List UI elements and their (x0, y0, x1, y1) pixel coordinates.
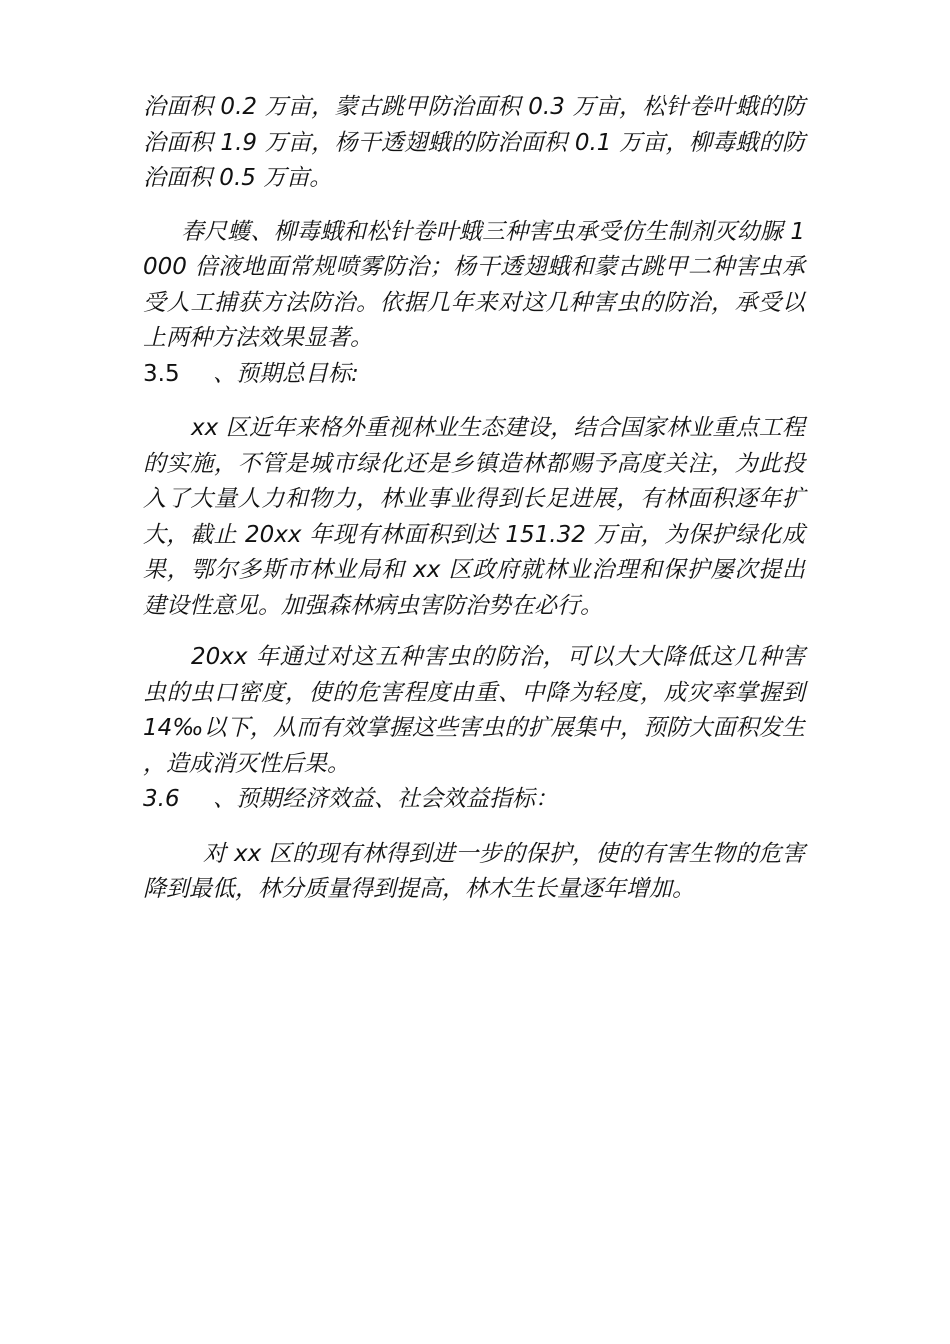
section-title: 、预期经济效益、社会效益指标： (213, 786, 558, 812)
paragraph-overall-goal: xx 区近年来格外重视林业生态建设，结合国家林业重点工程的实施，不管是城市绿化还是乡镇造林都赐予高度关注，为此投入了大量人力和物力，林业事业得到长足进展，有林面积逐年扩大，截止 20xx 年现有林面积到达 151.32 万亩，为保护绿化成果，鄂尔多斯市林业局和 xx 区政府就林业治理和保护屡次提出建设性意见。加强森林病虫害防治势在必行。 (143, 415, 805, 619)
paragraph-benefits: 对 xx 区的现有林得到进一步的保护，使的有害生物的危害降到最低，林分质量得到提高，林木生长量逐年增加。 (143, 840, 805, 902)
paragraph-expected-results: 20xx 年通过对这五种害虫的防治，可以大大降低这几种害虫的虫口密度，使的危害程度由重、中降为轻度，成灾率掌握到 14‰以下，从而有效掌握这些害虫的扩展集中，预防大面积发生，造成消灭性后果。 (143, 644, 805, 777)
document-body (143, 90, 805, 908)
section-number: 3.6 (143, 786, 180, 812)
section-title: 、预期总目标: (213, 360, 359, 387)
section-heading-3-5 (143, 357, 805, 393)
paragraph-control-methods: 春尺蠖、柳毒蛾和松针卷叶蛾三种害虫承受仿生制剂灭幼脲 1000 倍液地面常规喷雾防治；杨干透翅蛾和蒙古跳甲二种害虫承受人工捕获方法防治。依据几年来对这几种害虫的防治，承受以上两种方法效果显著。 (143, 218, 805, 351)
section-number: 3.5 (143, 360, 180, 387)
paragraph-control-area: 治面积 0.2 万亩，蒙古跳甲防治面积 0.3 万亩，松针卷叶蛾的防治面积 1.9 万亩，杨干透翅蛾的防治面积 0.1 万亩，柳毒蛾的防治面积 0.5 万亩。 (143, 94, 805, 191)
section-heading-3-6 (143, 782, 805, 818)
